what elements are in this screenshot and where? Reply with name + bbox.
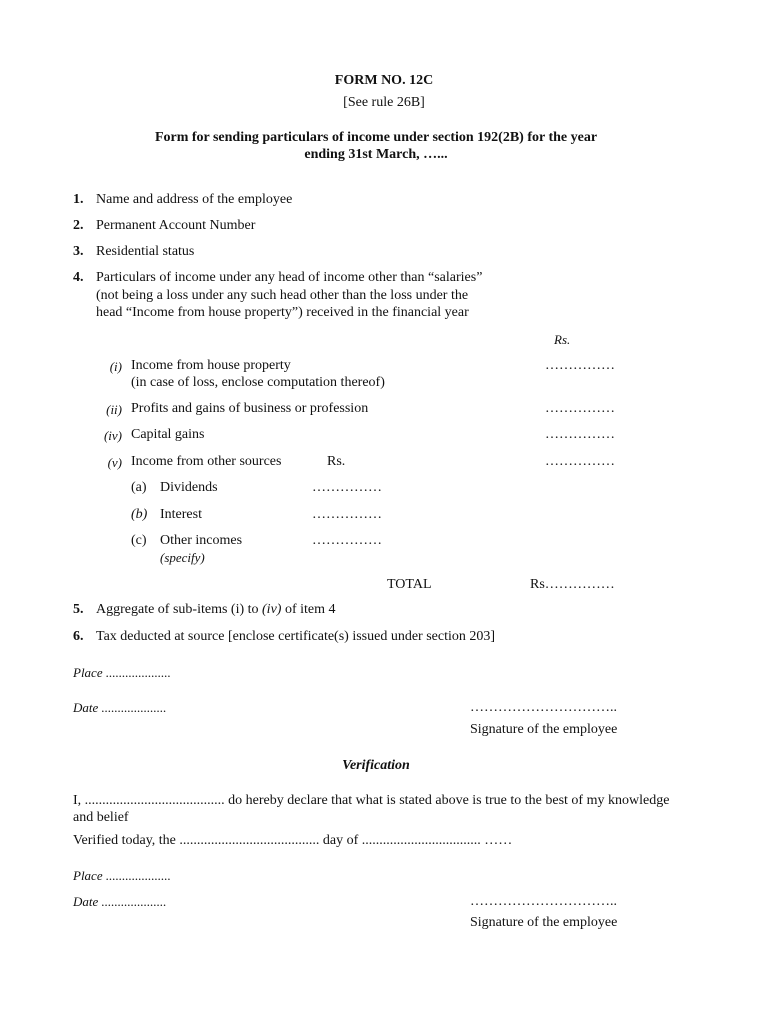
- item-5-number: 5.: [73, 602, 84, 617]
- sub-item-iv-text: Capital gains: [131, 427, 205, 442]
- other-source-c-dots: ……………: [312, 533, 382, 548]
- sub-item-v-rs-label: Rs.: [327, 454, 346, 469]
- other-source-b-letter: (b): [131, 507, 148, 522]
- item-1-text: Name and address of the employee: [96, 192, 293, 207]
- sub-item-v-text: Income from other sources: [131, 454, 282, 469]
- item-3-text: Residential status: [96, 244, 195, 259]
- item-2-text: Permanent Account Number: [96, 218, 256, 233]
- other-source-c-text: Other incomes: [160, 533, 243, 548]
- other-source-c-note: (specify): [160, 550, 205, 565]
- signature-line[interactable]: …………………………..: [470, 700, 617, 715]
- total-label: TOTAL: [387, 577, 432, 592]
- verification-declaration-line1: I, ........................................ do hereby declare that what is stated above is true to the best of my knowledge: [73, 793, 670, 808]
- item-5-text-em: (iv): [262, 602, 282, 617]
- item-4-number: 4.: [73, 270, 84, 285]
- item-3-number: 3.: [73, 244, 84, 259]
- item-5-text: [96, 601, 336, 618]
- total-value: Rs……………: [530, 577, 615, 592]
- rule-reference: [See rule 26B]: [343, 95, 425, 110]
- verification-place-field[interactable]: Place ....................: [73, 868, 171, 883]
- verification-date-line: Verified today, the ........................................ day of .................................. ……: [73, 833, 513, 848]
- sub-item-ii-amount-dots: ……………: [545, 401, 615, 416]
- form-title-line2: ending 31st March, …...: [304, 147, 448, 162]
- item-5-text-pre: Aggregate of sub-items (i) to: [96, 602, 263, 617]
- sub-item-iv-amount-dots: ……………: [545, 427, 615, 442]
- place-field[interactable]: Place ....................: [73, 665, 171, 680]
- other-source-a-dots: ……………: [312, 480, 382, 495]
- item-2-number: 2.: [73, 218, 84, 233]
- verification-signature-label: Signature of the employee: [470, 915, 618, 930]
- other-source-b-dots: ……………: [312, 507, 382, 522]
- sub-item-iv-numeral: (iv): [103, 428, 122, 443]
- form-title-line1: Form for sending particulars of income under section 192(2B) for the year: [154, 130, 598, 145]
- sub-item-i-numeral: (i): [109, 359, 122, 374]
- sub-item-i-text: Income from house property: [131, 358, 291, 373]
- date-field[interactable]: Date ....................: [73, 700, 167, 715]
- item-6-text: Tax deducted at source [enclose certificate(s) issued under section 203]: [96, 629, 496, 644]
- item-5-text-post: of item 4: [281, 602, 336, 617]
- item-1-number: 1.: [73, 192, 84, 207]
- verification-title: Verification: [342, 758, 410, 773]
- sub-item-v-amount-dots: ……………: [545, 454, 615, 469]
- other-source-b-text: Interest: [160, 507, 202, 522]
- verification-declaration-line2: and belief: [73, 810, 129, 825]
- signature-label: Signature of the employee: [470, 722, 618, 737]
- other-source-a-letter: (a): [131, 480, 147, 495]
- sub-item-ii-numeral: (ii): [106, 402, 122, 417]
- sub-item-i-amount-dots: ……………: [545, 358, 615, 373]
- verification-date-field[interactable]: Date ....................: [73, 894, 167, 909]
- other-source-c-letter: (c): [131, 533, 147, 548]
- verification-signature-line[interactable]: …………………………..: [470, 894, 617, 909]
- item-6-number: 6.: [73, 629, 84, 644]
- item-4-line3: head “Income from house property”) received in the financial year: [96, 305, 469, 320]
- item-4-line2: (not being a loss under any such head other than the loss under the: [96, 288, 469, 303]
- sub-item-v-numeral: (v): [107, 455, 122, 470]
- item-4-line1: Particulars of income under any head of income other than “salaries”: [96, 270, 483, 285]
- form-number: FORM NO. 12C: [334, 73, 434, 88]
- sub-item-ii-text: Profits and gains of business or profession: [131, 401, 369, 416]
- other-source-a-text: Dividends: [160, 480, 218, 495]
- sub-item-i-note: (in case of loss, enclose computation thereof): [131, 375, 385, 390]
- rs-column-header: Rs.: [554, 332, 571, 347]
